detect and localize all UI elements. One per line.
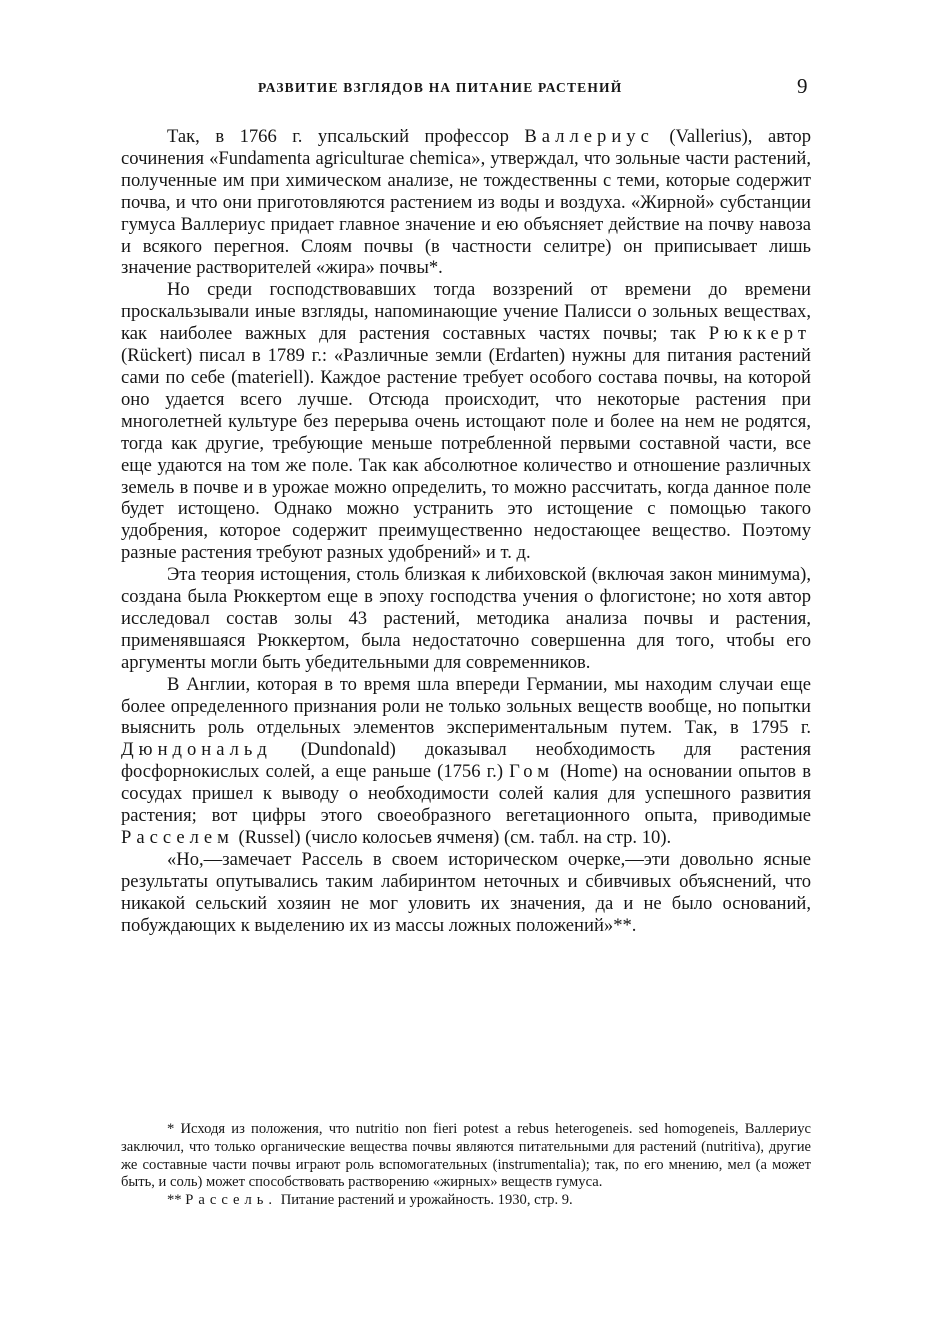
author-name: Дюндональд (121, 739, 272, 761)
paragraph (121, 674, 811, 849)
page-header (0, 74, 936, 102)
text-run: (Vallerius), автор сочинения «Fundamenta agriculturae chemica», утверждал, что зольные части растений, полученные им при химическом анализе, не тождественны с теми, которые содержит почва, и что они приготовляются растением из воды и воздуха. «Жирной» субстанции гумуса Валлериус придает главное значение и ею объясняет действие на почву навоза и всякого перегноя. Слоям почвы (в частности селитре) он приписывает лишь значение растворителей «жира» почвы*. (121, 126, 811, 279)
body-text (121, 126, 811, 937)
running-title: РАЗВИТИЕ ВЗГЛЯДОВ НА ПИТАНИЕ РАСТЕНИЙ (258, 80, 623, 95)
text-run: Но среди господствовавших тогда воззрений от времени до времени проскальзывали иные взгляды, напоминающие учение Палисси о зольных веществах, как наиболее важных для растения составных частях почвы; так (121, 279, 811, 345)
author-name: Гом (509, 761, 554, 783)
text-run: (Home) на основании опытов в сосудах пришел к выводу о необходимости солей калия для успешного развития растения; вот цифры этого своеобразного вегетационного опыта, приводимые (121, 761, 811, 827)
text-run: (Rückert) писал в 1789 г.: «Различные земли (Erdarten) нужны для питания растений сами по себе (materiell). Каждое растение требует особого состава почвы, на которой оно удается всего лучше. Отсюда происходит, что некоторые растения при многолетней культуре без перерыва очень истощают поле и более на нем не родятся, тогда как другие, требующие меньше потребленной первыми составной части, все еще удаются на том же поле. Так как абсолютное количество и отношение различных земель в почве и в урожае можно определить, то можно рассчитать, когда данное поле будет истощено. Однако можно устранить это истощение с помощью такого удобрения, которое содержит преимущественно недостающее вещество. Поэтому разные растения требуют разных удобрений» и т. д. (121, 345, 811, 564)
text-run: «Но,—замечает Рассель в своем историческом очерке,—эти довольно ясные результаты опутывались таким лабиринтом неточных и сбивчивых объяснений, что никакой сельский хозяин не мог уловить их значения, да и не было оснований, побуждающих к выделению их из массы ложных положений»**. (121, 848, 811, 936)
author-name: Расселем (121, 827, 234, 848)
paragraph (121, 564, 811, 674)
footnote-marker: ** (167, 1192, 186, 1209)
paragraph (121, 279, 811, 564)
footnote (121, 1121, 811, 1192)
author-name: Валлериус (524, 126, 654, 147)
footnote-text: Питание растений и урожайность. 1930, стр. 9. (277, 1192, 573, 1209)
paragraph (121, 849, 811, 937)
footnotes (121, 1121, 811, 1210)
text-run: (Dundonald) доказывал необходимость для растения фосфорнокислых солей, а еще раньше (1756 г.) (121, 739, 811, 783)
author-name: Рассель. (185, 1192, 278, 1209)
footnote-text: * Исходя из положения, что nutritio non fieri potest a rebus heterogeneis. sed homogeneis, Валлериус заключил, что только органические вещества почвы являются питательными для растений (nutritiva), другие же составные части почвы играют роль вспомогательных (instrumentalia); так, по его мнению, мел (а может быть, и соль) может способствовать растворению «жирных» веществ гумуса. (121, 1121, 811, 1191)
text-run: Так, в 1766 г. упсальский профессор (167, 126, 525, 147)
paragraph (121, 126, 811, 279)
footnote (121, 1192, 811, 1210)
text-run: Эта теория истощения, столь близкая к либиховской (включая закон минимума), создана была Рюккертом еще в эпоху господства учения о флогистоне; но хотя автор исследовал состав золы 43 растений, методика анализа почвы и растения, применявшаяся Рюккертом, была недостаточно совершенна для того, чтобы его аргументы могли быть убедительными для современников. (121, 564, 811, 673)
text-run: (Russel) (число колосьев ячменя) (см. табл. на стр. 10). (233, 827, 672, 848)
author-name: Рюккерт (708, 323, 811, 345)
page-number: 9 (797, 74, 808, 98)
text-run: В Англии, которая в то время шла впереди Германии, мы находим случаи еще более определенного признания роли не только зольных веществ вообще, но попытки выяснить роль отдельных элементов экспериментальным путем. Так, в 1795 г. (121, 673, 811, 739)
